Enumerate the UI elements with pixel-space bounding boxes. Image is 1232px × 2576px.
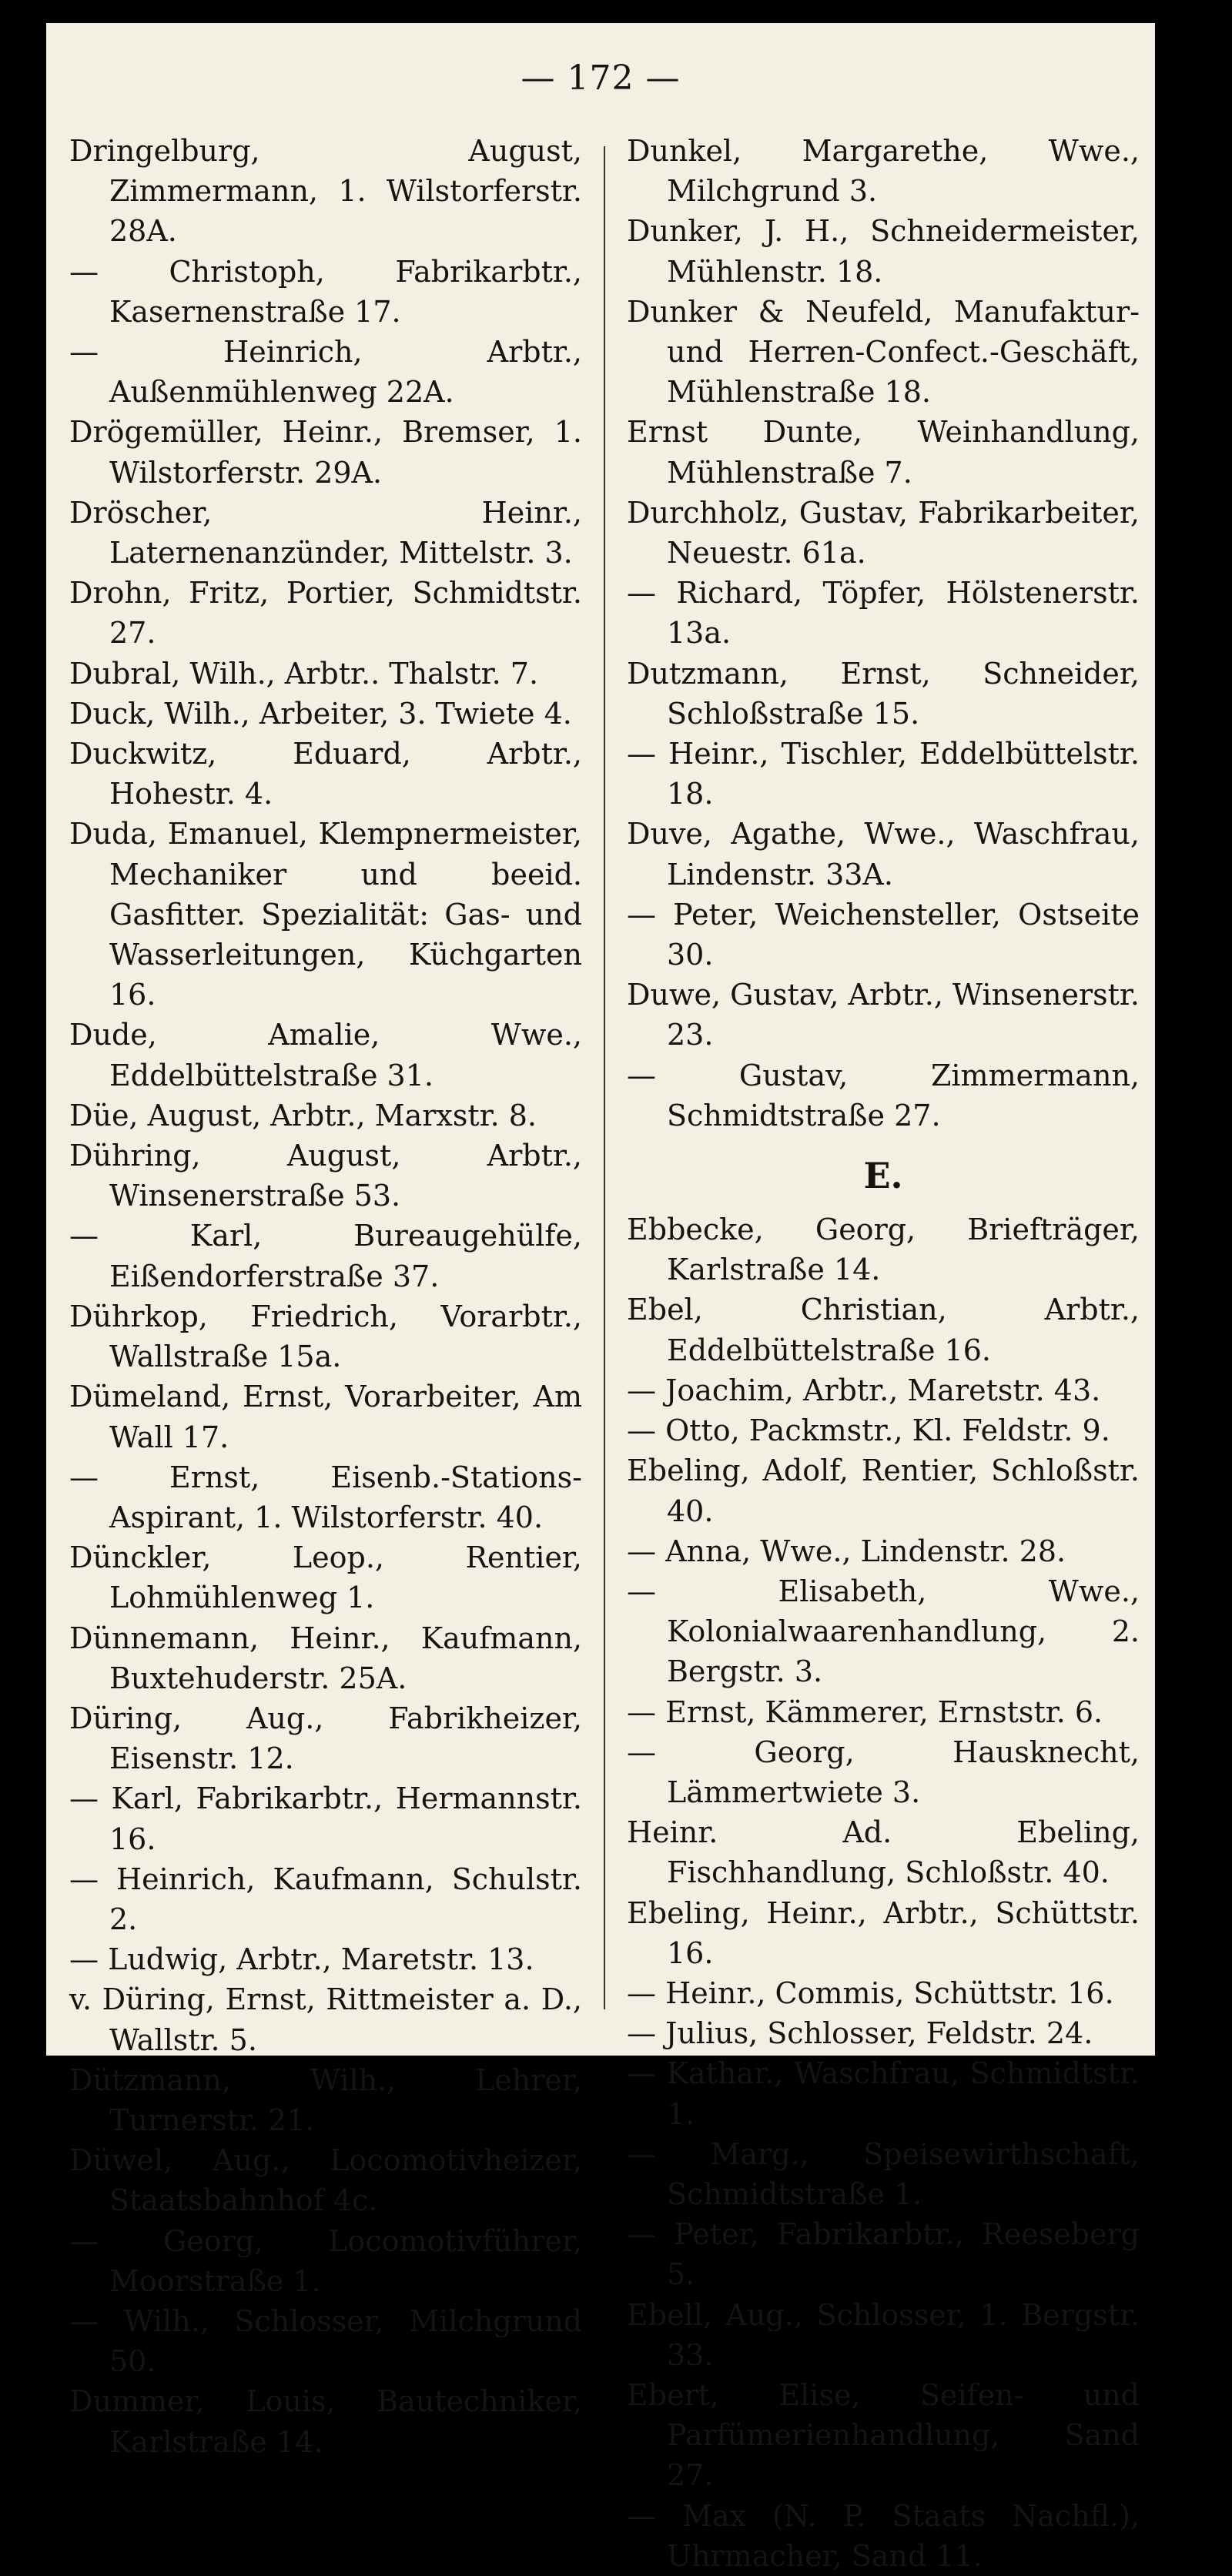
directory-entry: — Elisabeth, Wwe., Kolonialwaarenhandlung, 2. Bergstr. 3.	[627, 1574, 1140, 1689]
directory-entry: Dützmann, Wilh., Lehrer, Turnerstr. 21.	[69, 2062, 582, 2137]
directory-entry: Düring, Aug., Fabrikheizer, Eisenstr. 12.	[69, 1701, 582, 1776]
directory-entry: Dührkop, Friedrich, Vorarbtr., Wallstraße 15a.	[69, 1299, 582, 1374]
directory-entry: — Ernst, Eisenb.-Stations-Aspirant, 1. Wilstorferstr. 40.	[69, 1460, 582, 1534]
directory-entry: — Gustav, Zimmermann, Schmidtstraße 27.	[627, 1058, 1140, 1132]
right-column	[627, 131, 1140, 2576]
directory-entry: Ebeling, Heinr., Arbtr., Schüttstr. 16.	[627, 1895, 1140, 1970]
directory-entry: — Peter, Weichensteller, Ostseite 30.	[627, 897, 1140, 972]
directory-entry: Dünckler, Leop., Rentier, Lohmühlenweg 1.	[69, 1541, 582, 1615]
directory-entry: — Peter, Fabrikarbtr., Reeseberg 5.	[627, 2217, 1140, 2292]
directory-entry: Dude, Amalie, Wwe., Eddelbüttelstraße 31.	[69, 1018, 582, 1092]
directory-entry: Dunker, J. H., Schneidermeister, Mühlenstr. 18.	[627, 214, 1140, 289]
directory-entry: — Otto, Packmstr., Kl. Feldstr. 9.	[627, 1413, 1110, 1448]
directory-entry: — Ernst, Kämmerer, Ernststr. 6.	[627, 1694, 1103, 1729]
directory-entry: Dummer, Louis, Bautechniker, Karlstraße 14.	[69, 2384, 582, 2459]
directory-entry: — Ludwig, Arbtr., Maretstr. 13.	[69, 1942, 534, 1977]
directory-entry: — Karl, Bureaugehülfe, Eißendorferstraße 37.	[69, 1219, 582, 1293]
directory-entry: — Karl, Fabrikarbtr., Hermannstr. 16.	[69, 1781, 582, 1856]
directory-entry: v. Düring, Ernst, Rittmeister a. D., Wallstr. 5.	[69, 1982, 582, 2057]
directory-entry: Dutzmann, Ernst, Schneider, Schloßstraße 15.	[627, 656, 1140, 731]
columns	[69, 131, 1140, 2573]
directory-entry: Ernst Dunte, Weinhandlung, Mühlenstraße 7.	[627, 415, 1140, 490]
directory-entry: Duda, Emanuel, Klempnermeister, Mechaniker und beeid. Gasfitter. Spezialität: Gas- und Wasserleitungen, Küchgarten 16.	[69, 817, 582, 1012]
directory-entry: Dröscher, Heinr., Laternenanzünder, Mittelstr. 3.	[69, 495, 582, 570]
directory-entry: — Heinr., Commis, Schüttstr. 16.	[627, 1975, 1114, 2010]
directory-entry: — Marg., Speisewirthschaft, Schmidtstraße 1.	[627, 2136, 1140, 2211]
directory-entry: — Heinrich, Kaufmann, Schulstr. 2.	[69, 1862, 582, 1936]
directory-entry: — Georg, Locomotivführer, Moorstraße 1.	[69, 2223, 582, 2298]
directory-entry: Dümeland, Ernst, Vorarbeiter, Am Wall 17.	[69, 1380, 582, 1454]
left-column	[69, 131, 582, 2462]
column-divider	[604, 146, 605, 2009]
directory-entry: Heinr. Ad. Ebeling, Fischhandlung, Schloßstr. 40.	[627, 1815, 1140, 1890]
directory-entry: Dunkel, Margarethe, Wwe., Milchgrund 3.	[627, 134, 1140, 209]
directory-entry: — Joachim, Arbtr., Maretstr. 43.	[627, 1373, 1101, 1407]
directory-entry: — Georg, Hausknecht, Lämmertwiete 3.	[627, 1735, 1140, 1809]
directory-entry: — Heinrich, Arbtr., Außenmühlenweg 22A.	[69, 335, 582, 410]
directory-entry: Duck, Wilh., Arbeiter, 3. Twiete 4.	[69, 696, 572, 731]
directory-page	[46, 23, 1155, 2573]
directory-entry: Drögemüller, Heinr., Bremser, 1. Wilstorferstr. 29A.	[69, 415, 582, 490]
directory-entry: — Julius, Schlosser, Feldstr. 24.	[627, 2016, 1093, 2051]
section-heading-e: E.	[863, 1155, 903, 1197]
directory-entry: Durchholz, Gustav, Fabrikarbeiter, Neuestr. 61a.	[627, 495, 1140, 570]
directory-entry: Düe, August, Arbtr., Marxstr. 8.	[69, 1098, 537, 1132]
directory-entry: Dubral, Wilh., Arbtr.. Thalstr. 7.	[69, 656, 539, 691]
directory-entry: Düwel, Aug., Locomotivheizer, Staatsbahnhof 4c.	[69, 2143, 582, 2218]
directory-entry: Ebert, Elise, Seifen- und Parfümerienhandlung, Sand 27.	[627, 2377, 1140, 2493]
directory-entry: Ebeling, Adolf, Rentier, Schloßstr. 40.	[627, 1454, 1140, 1528]
directory-entry: — Wilh., Schlosser, Milchgrund 50.	[69, 2303, 582, 2379]
directory-entry: Ebell, Aug., Schlosser, 1. Bergstr. 33.	[627, 2297, 1140, 2372]
directory-entry: Dünnemann, Heinr., Kaufmann, Buxtehuderstr. 25A.	[69, 1621, 582, 1695]
directory-entry: — Anna, Wwe., Lindenstr. 28.	[627, 1534, 1066, 1568]
directory-entry: Drohn, Fritz, Portier, Schmidtstr. 27.	[69, 576, 582, 651]
directory-entry: — Max (N. P. Staats Nachfl.), Uhrmacher, Sand 11.	[627, 2498, 1140, 2573]
directory-entry: Ebbecke, Georg, Briefträger, Karlstraße 14.	[627, 1213, 1140, 1287]
directory-entry: — Heinr., Tischler, Eddelbüttelstr. 18.	[627, 737, 1140, 811]
directory-entry: Duckwitz, Eduard, Arbtr., Hohestr. 4.	[69, 737, 582, 811]
directory-entry: Duwe, Gustav, Arbtr., Winsenerstr. 23.	[627, 978, 1140, 1052]
directory-entry: Dunker & Neufeld, Manufaktur- und Herren-Confect.-Geschäft, Mühlenstraße 18.	[627, 294, 1140, 410]
directory-entry: Ebel, Christian, Arbtr., Eddelbüttelstraße 16.	[627, 1293, 1140, 1367]
page-number: — 172 —	[521, 59, 681, 98]
directory-entry: — Christoph, Fabrikarbtr., Kasernenstraße 17.	[69, 254, 582, 329]
directory-entry: Dühring, August, Arbtr., Winsenerstraße 53.	[69, 1139, 582, 1213]
directory-entry: Dringelburg, August, Zimmermann, 1. Wilstorferstr. 28A.	[69, 134, 582, 249]
directory-entry: Duve, Agathe, Wwe., Waschfrau, Lindenstr. 33A.	[627, 817, 1140, 892]
directory-entry: — Richard, Töpfer, Hölstenerstr. 13a.	[627, 576, 1140, 651]
directory-entry: — Kathar., Waschfrau, Schmidtstr. 1.	[627, 2056, 1140, 2131]
